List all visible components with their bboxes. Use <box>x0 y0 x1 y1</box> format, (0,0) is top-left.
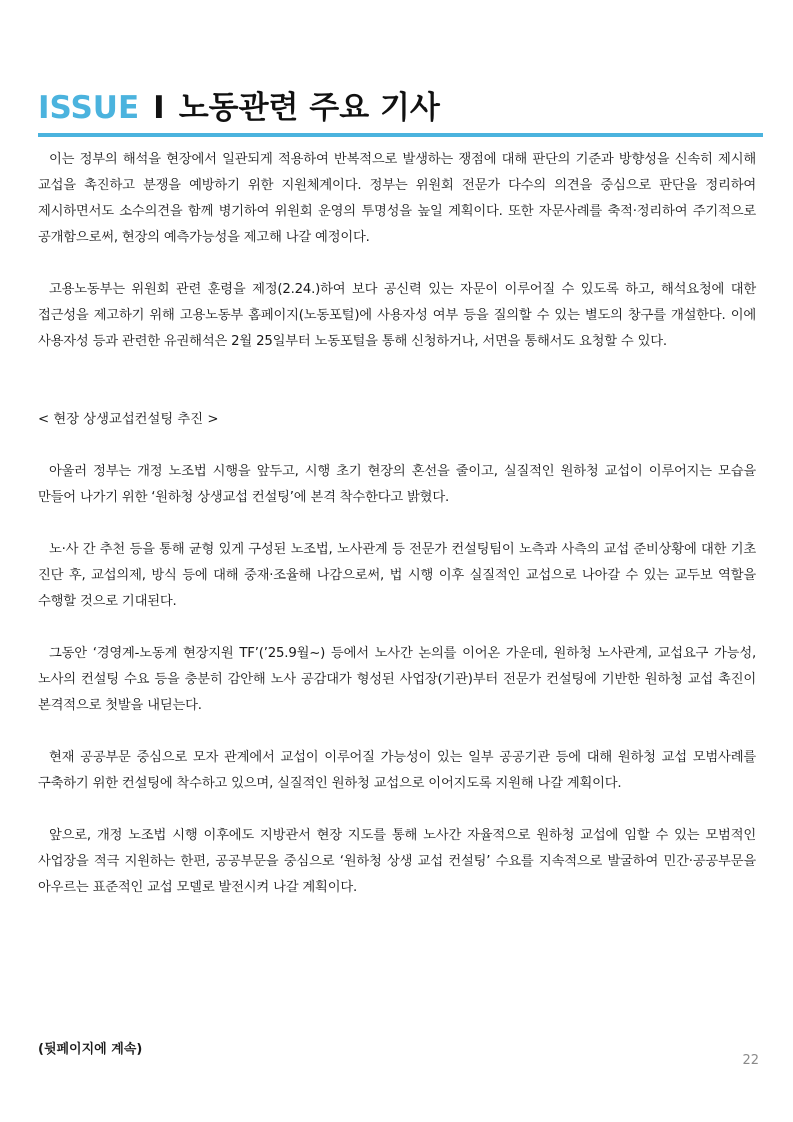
section-title: 노동관련 주요 기사 <box>178 90 440 126</box>
paragraph-expert-team: 노·사 간 추천 등을 통해 균형 있게 구성된 노조법, 노사관계 등 전문가 컨설팅팀이 노측과 사측의 교섭 준비상황에 대한 기초 진단 후, 교섭의제, 방식 등에 대해 중재·조율해 나감으로써, 법 시행 이후 실질적인 교섭으로 나아갈 수 있는 교두보 역할을 수행할 것으로 기대된다. <box>38 542 756 609</box>
spacer <box>38 251 756 277</box>
spacer <box>38 719 756 745</box>
page-title <box>38 88 440 128</box>
page-header <box>38 88 763 138</box>
paragraph-directive-portal: 고용노동부는 위원회 관련 훈령을 제정(2.24.)하여 보다 공신력 있는 자문이 이루어질 수 있도록 하고, 해석요청에 대한 접근성을 제고하기 위해 고용노동부 홈페이지(노동포털)에 사용자성 여부 등을 질의할 수 있는 별도의 창구를 개설한다. 이에 사용자성 등과 관련한 유권해석은 2월 25일부터 노동포털을 통해 신청하거나, 서면을 통해서도 요청할 수 있다. <box>38 282 756 349</box>
spacer <box>38 355 756 407</box>
paragraph-public-sector: 현재 공공부문 중심으로 모자 관계에서 교섭이 이루어질 가능성이 있는 일부 공공기관 등에 대해 원하청 교섭 모범사례를 구축하기 위한 컨설팅에 착수하고 있으며, 실질적인 원하청 교섭으로 이어지도록 지원해 나갈 계획이다. <box>38 750 756 791</box>
spacer <box>38 615 756 641</box>
paragraph-interpretation-system: 이는 정부의 해석을 현장에서 일관되게 적용하여 반복적으로 발생하는 쟁점에 대해 판단의 기준과 방향성을 신속히 제시해 교섭을 촉진하고 분쟁을 예방하기 위한 지원체계이다. 정부는 위원회 전문가 다수의 의견을 중심으로 판단을 정리하여 제시하면서도 소수의견을 함께 병기하여 위원회 운영의 투명성을 높일 계획이다. 또한 자문사례를 축적·정리하여 주기적으로 공개함으로써, 현장의 예측가능성을 제고해 나갈 예정이다. <box>38 152 756 245</box>
paragraph-future-plan: 앞으로, 개정 노조법 시행 이후에도 지방관서 현장 지도를 통해 노사간 자율적으로 원하청 교섭에 임할 수 있는 모범적인 사업장을 적극 지원하는 한편, 공공부문을 중심으로 ‘원하청 상생 교섭 컨설팅’ 수요를 지속적으로 발굴하여 민간·공공부문을 아우르는 표준적인 교섭 모델로 발전시켜 나갈 계획이다. <box>38 828 756 895</box>
section-subheading: < 현장 상생교섭컨설팅 추진 > <box>38 412 219 427</box>
paragraph-consulting-launch: 아울러 정부는 개정 노조법 시행을 앞두고, 시행 초기 현장의 혼선을 줄이고, 실질적인 원하청 교섭이 이루어지는 모습을 만들어 나가기 위한 ‘원하청 상생교섭 컨설팅’에 본격 착수한다고 밝혔다. <box>38 464 756 505</box>
spacer <box>38 433 756 459</box>
article-body <box>38 147 756 901</box>
continue-note: (뒷페이지에 계속) <box>38 1042 143 1057</box>
header-rule <box>38 133 763 137</box>
issue-tag: ISSUE <box>38 90 140 126</box>
spacer <box>38 511 756 537</box>
page-number: 22 <box>742 1053 759 1068</box>
title-separator: I <box>153 90 165 126</box>
spacer <box>38 797 756 823</box>
paragraph-tf-background: 그동안 ‘경영계-노동계 현장지원 TF’(’25.9월~) 등에서 노사간 논의를 이어온 가운데, 원하청 노사관계, 교섭요구 가능성, 노사의 컨설팅 수요 등을 충분히 감안해 노사 공감대가 형성된 사업장(기관)부터 전문가 컨설팅에 기반한 원하청 교섭 촉진이 본격적으로 첫발을 내딛는다. <box>38 646 756 713</box>
